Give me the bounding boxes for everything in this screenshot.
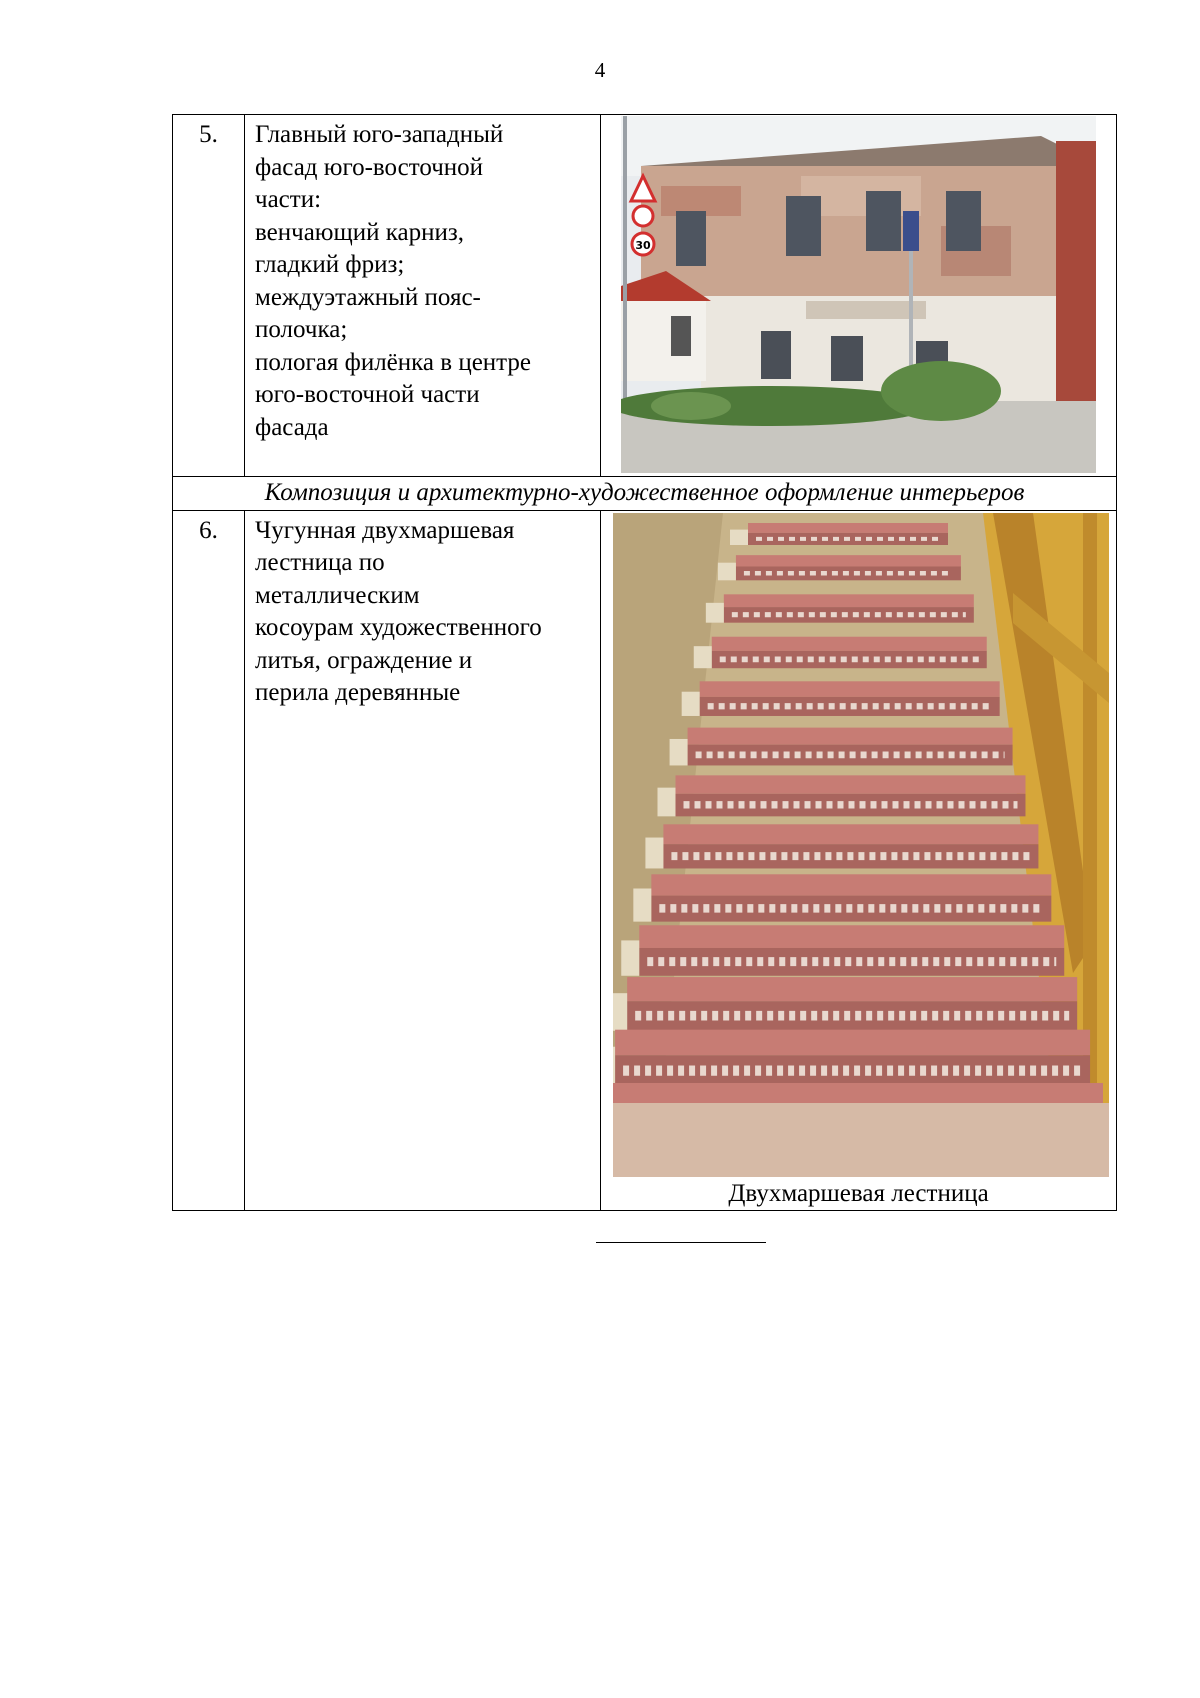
description-line: полочка; [255, 316, 348, 343]
staircase-photo-cell [601, 510, 1117, 1210]
end-divider [596, 1242, 766, 1243]
description-line: косоурам художественного [255, 614, 542, 641]
stair-stringer [694, 646, 712, 668]
stair-tread [627, 977, 1077, 1001]
description-line: междуэтажный пояс- [255, 283, 481, 311]
page-number: 4 [594, 58, 606, 82]
description-line: Чугунная двухмаршевая [255, 516, 515, 544]
stair-stringer [706, 602, 724, 622]
section-heading-row [173, 477, 1117, 511]
stair-riser [724, 607, 974, 623]
stair-stringer [658, 787, 676, 816]
stair-tread [700, 681, 1000, 697]
stair-stringer [682, 691, 700, 715]
description-line: венчающий карниз, [255, 218, 464, 246]
description-line: пологая филёнка в центре [255, 348, 532, 376]
stair-stringer [633, 888, 651, 921]
stair-tread [748, 523, 948, 533]
stair-stringer [645, 837, 663, 868]
staircase-photo [613, 513, 1109, 1177]
description-line: металлическим [255, 581, 420, 609]
description-line: Главный юго-западный [255, 121, 504, 148]
stair-stringer [670, 738, 688, 764]
row-number: 5. [173, 115, 245, 477]
stair-stringer [718, 562, 736, 580]
description-line: лестница по [255, 549, 385, 576]
row-description [245, 115, 601, 477]
description-line: литья, ограждение и [255, 646, 473, 674]
stair-tread [615, 1029, 1090, 1055]
stair-tread [724, 594, 974, 607]
stair-riser [615, 1055, 1090, 1086]
description-line: гладкий фриз; [255, 251, 405, 278]
table-row [173, 115, 1117, 477]
speed-limit-sign: 30 [635, 239, 651, 252]
section-heading: Композиция и архитектурно-художественное оформление интерьеров [173, 477, 1117, 511]
description-table [172, 114, 1117, 1211]
facade-photo [621, 116, 1096, 473]
stair-stringer [621, 940, 639, 975]
stair-stringer [613, 993, 627, 1031]
facade-photo-cell [601, 115, 1117, 477]
stair-tread [712, 636, 987, 650]
description-line: части: [255, 186, 322, 213]
table-row [173, 510, 1117, 1210]
row-description [245, 510, 601, 1210]
stair-stringer [613, 1046, 615, 1086]
description-line: фасад юго-восточной [255, 153, 484, 181]
stair-tread [663, 824, 1038, 844]
stair-tread [639, 925, 1064, 948]
stair-tread [676, 775, 1026, 793]
description-line: перила деревянные [255, 679, 461, 706]
stair-tread [651, 874, 1051, 895]
stair-tread [736, 555, 961, 566]
stair-tread [688, 727, 1013, 744]
photo-caption: Двухмаршевая лестница [728, 1179, 989, 1207]
description-line: юго-восточной части [255, 381, 480, 408]
stair-stringer [730, 529, 748, 544]
row-number: 6. [173, 510, 245, 1210]
description-line: фасада [255, 413, 329, 441]
